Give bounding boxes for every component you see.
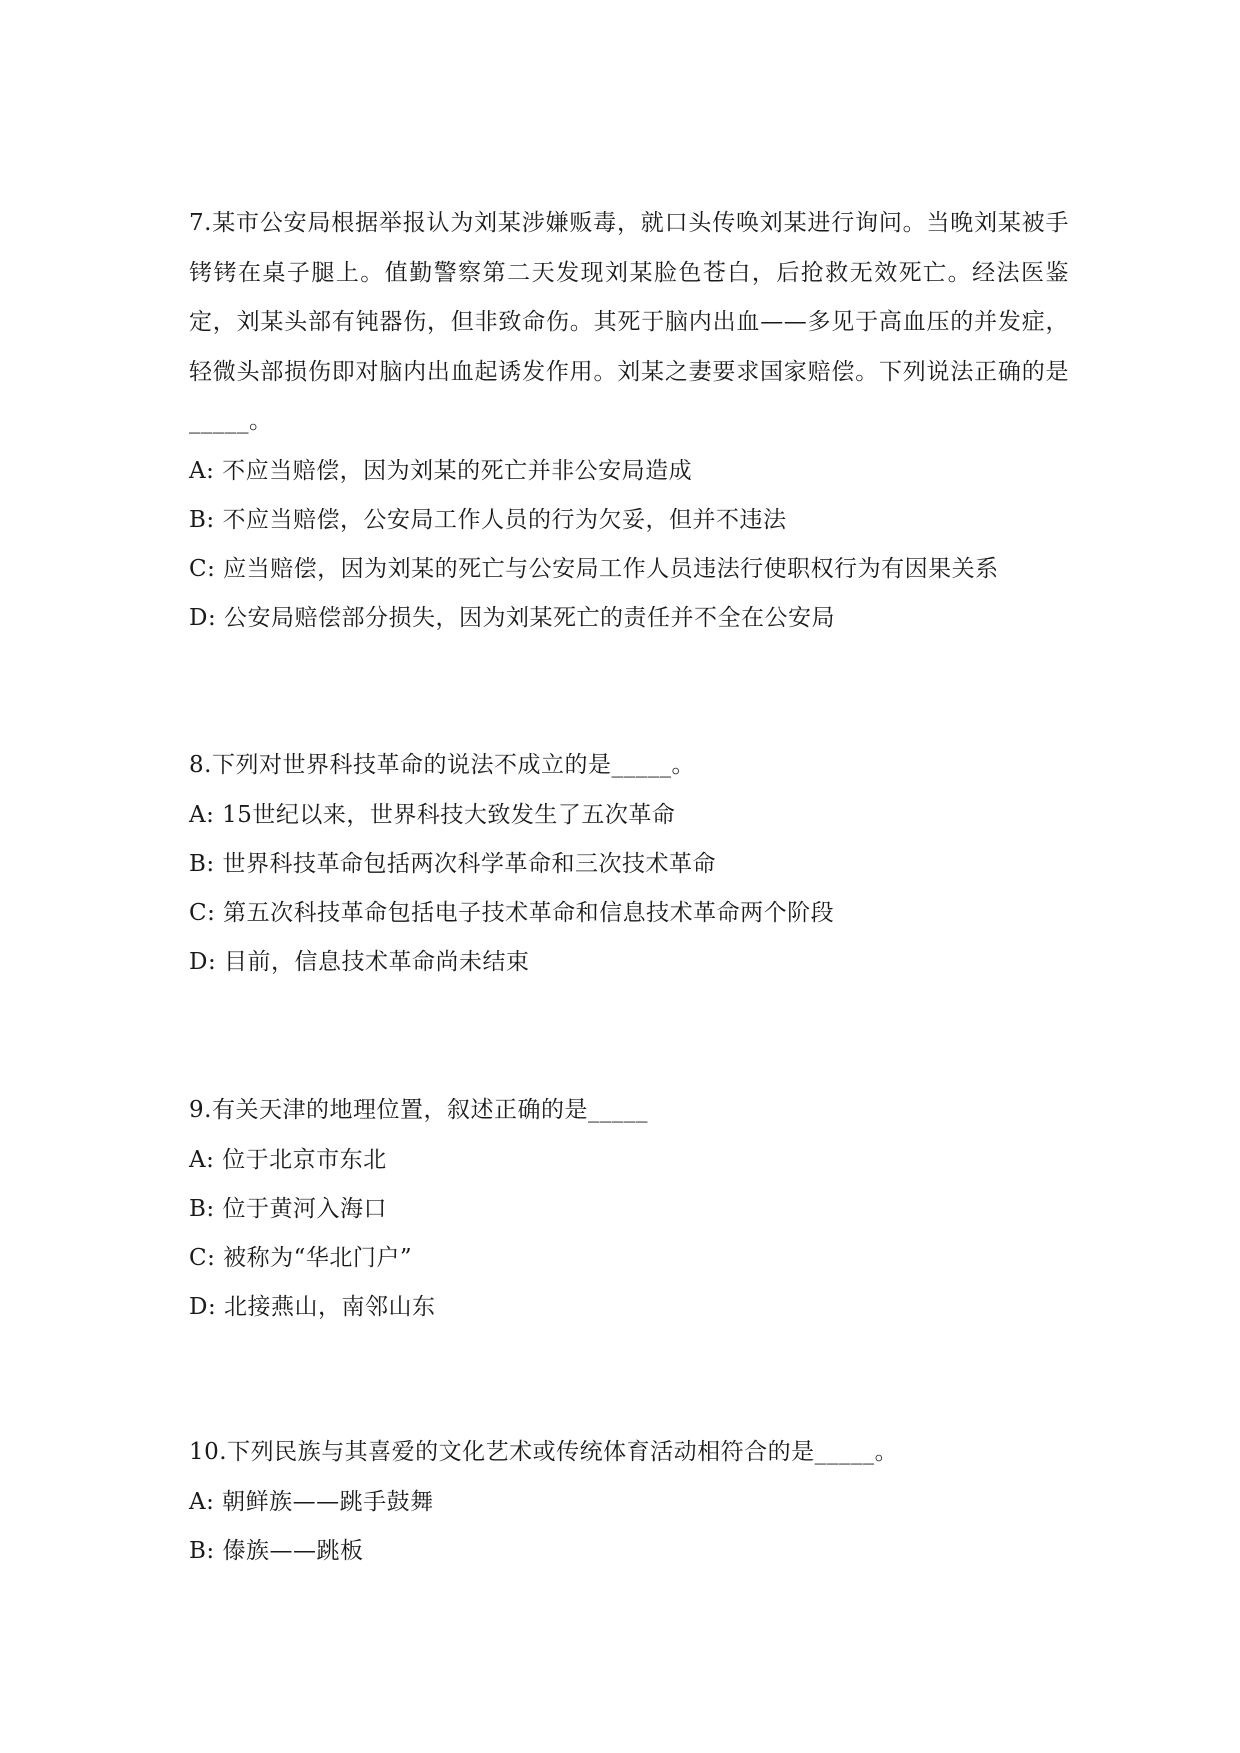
option-b: B: 世界科技革命包括两次科学革命和三次技术革命	[189, 850, 716, 877]
option-b: B: 位于黄河入海口	[189, 1195, 387, 1222]
option-d: D: 北接燕山，南邻山东	[189, 1293, 436, 1320]
question-stem: 9.有关天津的地理位置，叙述正确的是_____	[189, 1097, 648, 1123]
option-a: A: 15世纪以来，世界科技大致发生了五次革命	[189, 801, 676, 828]
option-d: D: 公安局赔偿部分损失，因为刘某死亡的责任并不全在公安局	[189, 604, 836, 631]
option-b: B: 不应当赔偿，公安局工作人员的行为欠妥，但并不违法	[189, 506, 787, 533]
option-b: B: 傣族——跳板	[189, 1537, 364, 1564]
question-9	[189, 1086, 1069, 1332]
option-c: C: 被称为“华北门户”	[189, 1244, 413, 1271]
option-c: C: 应当赔偿，因为刘某的死亡与公安局工作人员违法行使职权行为有因果关系	[189, 555, 999, 582]
option-c: C: 第五次科技革命包括电子技术革命和信息技术革命两个阶段	[189, 899, 835, 926]
question-stem: 8.下列对世界科技革命的说法不成立的是_____。	[189, 752, 695, 778]
option-a: A: 不应当赔偿，因为刘某的死亡并非公安局造成	[189, 457, 693, 484]
question-7	[189, 199, 1069, 643]
question-8	[189, 741, 1069, 987]
option-d: D: 目前，信息技术革命尚未结束	[189, 948, 530, 975]
option-a: A: 朝鲜族——跳手鼓舞	[189, 1488, 434, 1515]
question-stem: 10.下列民族与其喜爱的文化艺术或传统体育活动相符合的是_____。	[189, 1439, 899, 1465]
question-10	[189, 1428, 1069, 1576]
question-stem: 7.某市公安局根据举报认为刘某涉嫌贩毒，就口头传唤刘某进行询问。当晚刘某被手铐铐在桌子腿上。值勤警察第二天发现刘某脸色苍白，后抢救无效死亡。经法医鉴定，刘某头部有钝器伤，但非致命伤。其死于脑内出血——多见于高血压的并发症，轻微头部损伤即对脑内出血起诱发作用。刘某之妻要求国家赔偿。下列说法正确的是_____。	[189, 210, 1069, 434]
option-a: A: 位于北京市东北	[189, 1146, 387, 1173]
